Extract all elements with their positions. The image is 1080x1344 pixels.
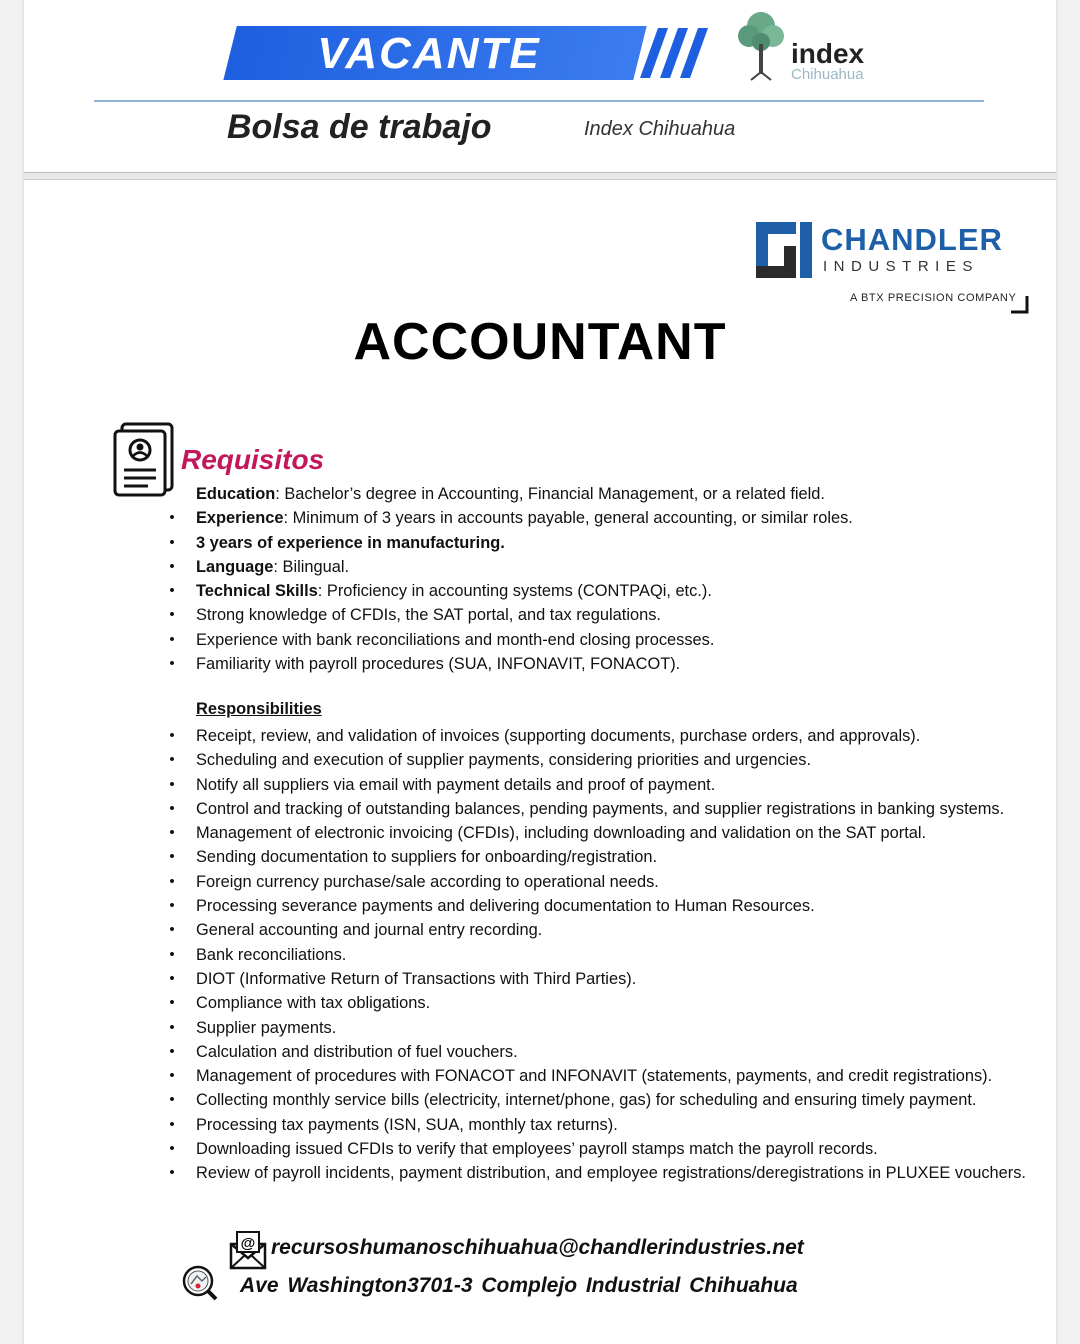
list-item: • Management of electronic invoicing (CFDIs), including downloading and validation on the SAT portal. [168,821,1048,845]
bullet-icon: • [169,969,175,987]
list-item: • Sending documentation to suppliers for onboarding/registration. [168,845,1048,869]
organization-name: Index Chihuahua [584,118,736,140]
list-item: • Bank reconciliations. [168,943,1048,967]
job-title: ACCOUNTANT [353,313,727,371]
list-item: • 3 years of experience in manufacturing. [168,531,1048,555]
contact-email[interactable]: recursoshumanoschihuahua@chandlerindustries.net [271,1236,804,1259]
email-envelope-icon [228,1230,268,1270]
list-item: • Supplier payments. [168,1016,1048,1040]
section-separator [24,172,1056,180]
bullet-icon: • [169,994,175,1012]
bullet-icon: • [169,1140,175,1158]
list-item: • Processing tax payments (ISN, SUA, monthly tax returns). [168,1113,1048,1137]
bullet-icon: • [169,799,175,817]
list-item: • Technical Skills: Proficiency in accounting systems (CONTPAQi, etc.). [168,579,1048,603]
bullet-icon: • [169,824,175,842]
list-item: • Control and tracking of outstanding balances, pending payments, and supplier registrations in banking systems. [168,797,1048,821]
bullet-icon: • [169,509,175,527]
list-item: • Calculation and distribution of fuel vouchers. [168,1040,1048,1064]
bullet-icon: • [169,945,175,963]
company-name: CHANDLER [821,222,1003,257]
list-item: • DIOT (Informative Return of Transactions with Third Parties). [168,967,1048,991]
list-item: • Management of procedures with FONACOT and INFONAVIT (statements, payments, and credit registrations). [168,1064,1048,1088]
bullet-icon: • [169,533,175,551]
bullet-icon: • [169,1115,175,1133]
contact-address: Ave Washington3701-3 Complejo Industrial Chihuahua [240,1274,798,1297]
resume-icon [112,422,176,498]
index-logo-word: index [791,38,865,69]
map-search-icon [181,1264,219,1302]
vacancy-flyer [24,0,1056,1344]
slashes-icon [638,26,714,80]
bullet-icon: • [169,582,175,600]
list-item: • Scheduling and execution of supplier payments, considering priorities and urgencies. [168,748,1048,772]
bullet-icon: • [169,775,175,793]
bullet-icon: • [169,897,175,915]
responsibilities-list [168,724,1048,1186]
list-item: • Collecting monthly service bills (electricity, internet/phone, gas) for scheduling and ensuring timely payment. [168,1088,1048,1112]
list-item: • Experience with bank reconciliations and month-end closing processes. [168,628,1048,652]
list-item: • Strong knowledge of CFDIs, the SAT portal, and tax regulations. [168,603,1048,627]
list-item: • Foreign currency purchase/sale according to operational needs. [168,870,1048,894]
list-item: Education: Bachelor’s degree in Accounting, Financial Management, or a related field. [196,485,825,503]
bullet-icon: • [169,727,175,744]
list-item: • Receipt, review, and validation of invoices (supporting documents, purchase orders, and approvals). [168,724,1048,748]
bullet-icon: • [169,1091,175,1109]
subtitle: Bolsa de trabajo [227,108,492,146]
index-logo-city: Chihuahua [791,66,864,83]
svg-text:@: @ [240,1235,256,1252]
list-item: • Downloading issued CFDIs to verify that employees’ payroll stamps match the payroll records. [168,1137,1048,1161]
bullet-icon: • [169,751,175,769]
bullet-icon: • [169,848,175,866]
header-divider [94,100,984,102]
banner-text: VACANTE [317,29,541,78]
bullet-icon: • [169,630,175,648]
bullet-icon: • [169,872,175,890]
bullet-icon: • [169,1042,175,1060]
chandler-logo-icon [756,222,812,278]
bullet-icon: • [169,1067,175,1085]
list-item: • Experience: Minimum of 3 years in accounts payable, general accounting, or similar roles. [168,506,1048,530]
bullet-icon: • [169,606,175,624]
bullet-icon: • [169,921,175,939]
requirements-heading: Requisitos [181,444,325,475]
bullet-icon: • [169,1018,175,1036]
vacante-banner [224,22,714,84]
requirements-list [168,482,1048,676]
list-item: • Language: Bilingual. [168,555,1048,579]
company-tagline: A BTX PRECISION COMPANY [850,292,1017,304]
list-item: • Review of payroll incidents, payment distribution, and employee registrations/deregistrations in PLUXEE vouchers. [168,1161,1048,1185]
responsibilities-heading: Responsibilities [196,700,322,718]
list-item: • Processing severance payments and delivering documentation to Human Resources. [168,894,1048,918]
company-subname: INDUSTRIES [823,258,979,275]
list-item: • Compliance with tax obligations. [168,991,1048,1015]
list-item: • Familiarity with payroll procedures (SUA, INFONAVIT, FONACOT). [168,652,1048,676]
list-item: • Notify all suppliers via email with payment details and proof of payment. [168,773,1048,797]
bullet-icon: • [169,557,175,575]
bullet-icon: • [169,655,175,673]
bullet-icon: • [169,1164,175,1182]
list-item: • General accounting and journal entry recording. [168,918,1048,942]
